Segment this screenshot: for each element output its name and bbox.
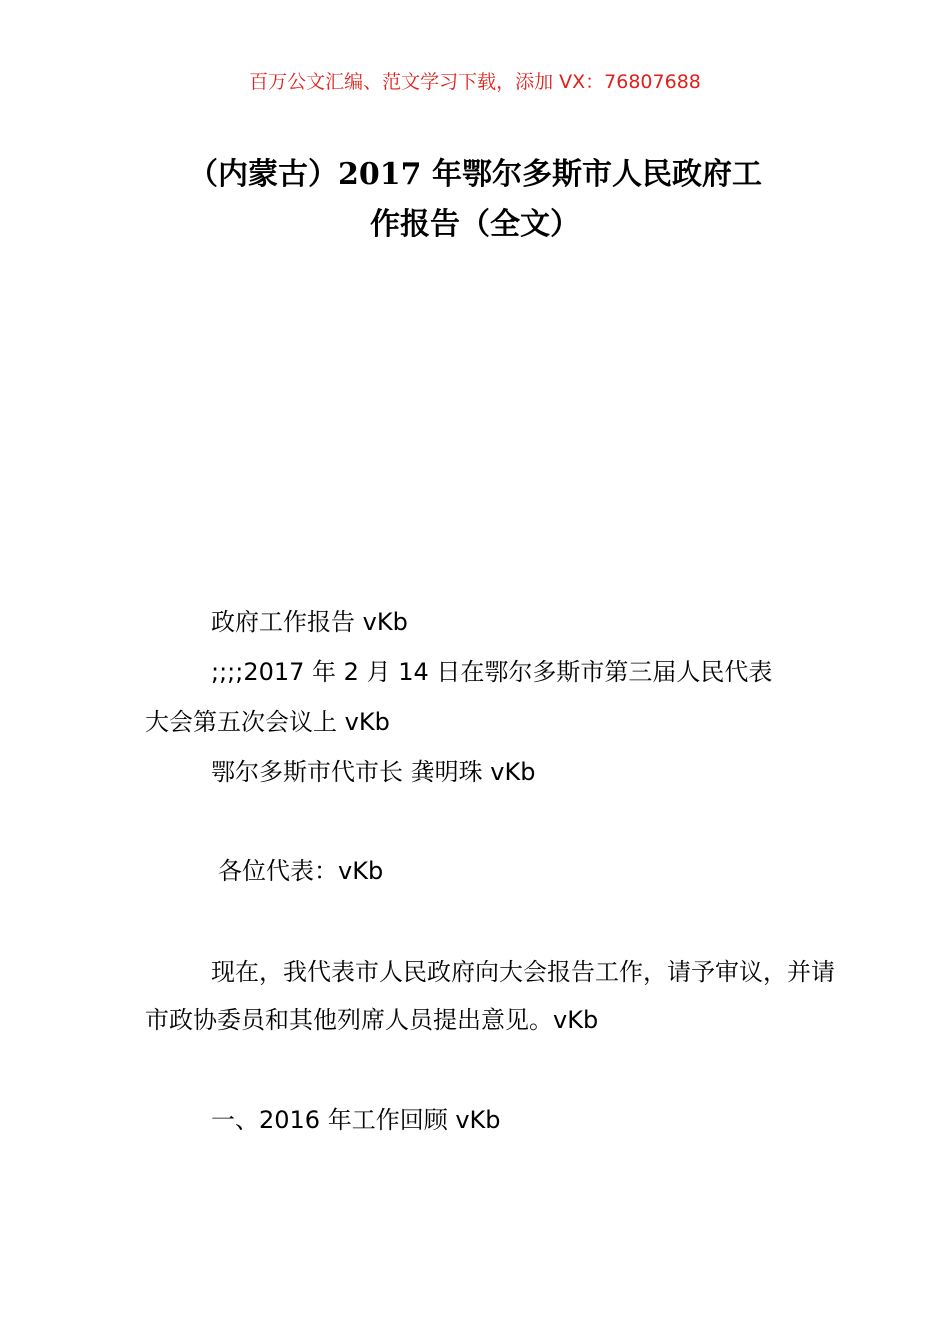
report-subtitle: 政府工作报告 vKb [211, 608, 408, 636]
document-title [140, 150, 810, 250]
meeting-info-line-2: 大会第五次会议上 vKb [145, 708, 390, 736]
meeting-info-line-1: ;;;;2017 年 2 月 14 日在鄂尔多斯市第三届人民代表 [211, 658, 773, 686]
document-title-line-2: 作报告（全文） [370, 207, 580, 242]
section-heading: 一、2016 年工作回顾 vKb [211, 1106, 501, 1134]
document-title-line-1: （内蒙古）2017 年鄂尔多斯市人民政府工 [188, 157, 762, 192]
intro-paragraph: 现在，我代表市人民政府向大会报告工作，请予审议，并请市政协委员和其他列席人员提出意见。vKb [145, 958, 835, 1034]
header-note: 百万公文汇编、范文学习下载，添加 VX：76807688 [249, 71, 701, 93]
salutation: 各位代表：vKb [218, 857, 384, 885]
speaker-line: 鄂尔多斯市代市长 龚明珠 vKb [211, 758, 536, 786]
